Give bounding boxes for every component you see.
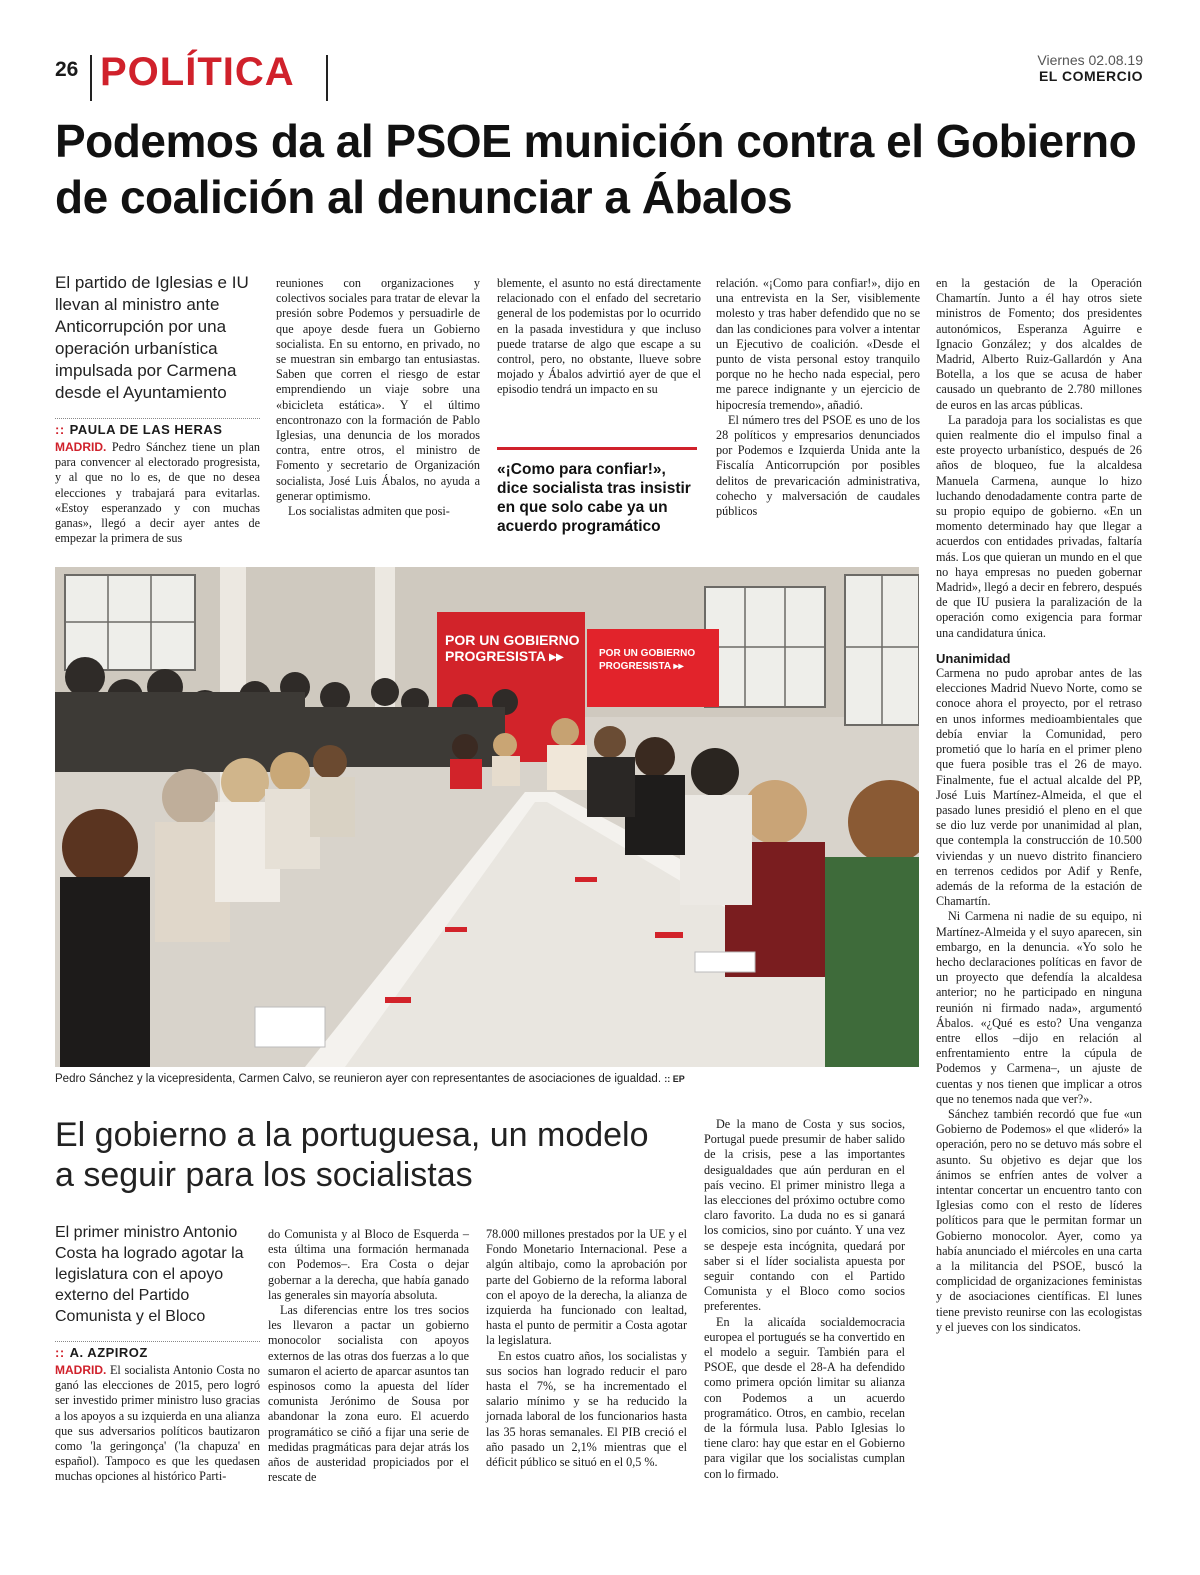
paragraph: reuniones con organizaciones y colectivos sociales para tratar de elevar la presión sobre Podemos y persuadirle de que apoye desde fuera un Gobierno socialista. En su entorno, en privado, no se muestran sin embargo tan entusiastas. Saben que corren el riesgo de estar emprendiendo un viaje sobre una «bicicleta estática». Y el último encontronazo con la formación de Pablo Iglesias, una denuncia de los morados contra, entre otros, el ministro de Fomento y secretario de Organización socialista, José Luis Ábalos, no ayuda a generar optimismo. bbox=[276, 276, 480, 503]
paragraph: blemente, el asunto no está directamente relacionado con el enfado del secretario general de los podemistas por lo ocurrido en la pasada investidura y que incluso puede tratarse de algo que escape a su control, pero, no obstante, llueve sobre mojado y Ábalos advirtió ayer de que el episodio tendrá un impacto en su bbox=[497, 276, 701, 397]
newspaper-name: EL COMERCIO bbox=[1038, 68, 1143, 84]
paragraph: Carmena no pudo aprobar antes de las elecciones Madrid Nuevo Norte, como se conoce ahora el proyecto, por el retraso en unos informes medioambientales que debía enviar la Comunidad, pero prometió que lo haría en el primer pleno que fuera posible tras el 26 de mayo. Finalmente, fue el actual alcalde del PP, José Luis Martínez-Almeida, el que el pasado lunes presidió el pleno en el que se dio luz verde por unanimidad al plan, que contempla la construcción de 10.500 viviendas y un nuevo distrito financiero en terrenos cedidos por Adif y Renfe, además de la reforma de la estación de Chamartín. bbox=[936, 666, 1142, 909]
paragraph: Sánchez también recordó que fue «un Gobierno de Podemos» el que «lideró» la operación, pero no se detuvo más sobre el asunto. Su objetivo es dejar que los ánimos se enfríen antes de volver a intentar concertar un encuentro tanto con Iglesias como con el resto de líderes políticos para que le permitan formar un Gobierno monocolor. Ayer, como ya había anunciado el miércoles en una carta a la militancia del PSOE, buscó la complicidad de organizaciones feministas y de asociaciones científicas. El lunes tiene previsto reunirse con las ecologistas y el jueves con los sindicatos. bbox=[936, 1106, 1142, 1334]
photo-credit: :: EP bbox=[664, 1074, 685, 1084]
header-divider bbox=[326, 55, 328, 101]
article2-column-2 bbox=[268, 1227, 469, 1485]
news-photo bbox=[55, 567, 919, 1067]
page-number: 26 bbox=[55, 58, 79, 81]
article1-byline bbox=[55, 418, 260, 437]
photo-banner-text: POR UN GOBIERNO PROGRESISTA ▸▸ bbox=[445, 632, 580, 664]
paragraph: Las diferencias entre los tres socios les llevaron a pactar un gobierno monocolor socialista con apoyos externos de las otras dos fuerzas a lo que sumaron el acierto de aparcar asuntos tan espinosos como la apuesta del líder comunista Jerónimo de Sousa por abandonar la zona euro. El acuerdo programático se ciñó a fijar una serie de medidas pragmáticas para dejar atrás los años de austeridad propiciados por el rescate de bbox=[268, 1303, 470, 1485]
article1-body bbox=[55, 440, 260, 546]
article2-body bbox=[55, 1363, 260, 1485]
article1-column-2 bbox=[276, 276, 480, 519]
paragraph: De la mano de Costa y sus socios, Portugal puede presumir de haber salido de la crisis, pese a las importantes desigualdades que aún perduran en el país vecino. El primer ministro llega a las elecciones del próximo octubre como claro favorito. La duda no es si ganará los comicios, sino por cuánto. Y una vez se despeje esta incógnita, quedará por saber si el líder socialista apuesta por seguir contando con el Partido Comunista y el Bloco como socios preferentes. bbox=[704, 1117, 905, 1314]
paragraph: 78.000 millones prestados por la UE y el Fondo Monetario Internacional. Pese a algún altibajo, como la aprobación por parte del Gobierno de la reforma laboral con el apoyo de la derecha, la alianza de izquierda ha funcionado con lealtad, hasta el punto de permitir a Costa agotar la legislatura. bbox=[486, 1227, 687, 1348]
paragraph: Pedro Sánchez tiene un plan para convencer al electorado progresista, y al que no lo es, de que no desea elecciones y trabajará para evitarlas. «Estoy esperanzado y con muchas ganas», llegó a decir ayer antes de empezar la primera de sus bbox=[55, 440, 260, 546]
paragraph: en la gestación de la Operación Chamartín. Junto a él hay otros siete ministros de Fomento; dos presidentes autonómicos, Esperanza Aguirre e Ignacio González; y dos alcaldes de Madrid, Alberto Ruiz-Gallardón y Ana Botella, a los que se acusa de haber causado un quebranto de 2.780 millones de euros en las arcas públicas. bbox=[936, 276, 1142, 412]
article1-subheadline: El partido de Iglesias e IU llevan al ministro ante Anticorrupción por una operación urbanística impulsada por Carmena desde el Ayuntamiento bbox=[55, 273, 249, 402]
article1-dateline: MADRID. bbox=[55, 440, 107, 454]
paragraph: El número tres del PSOE es uno de los 28 políticos y empresarios denunciados por Podemos e Izquierda Unida ante la Fiscalía Anticorrupción por posibles delitos de prevaricación administrativa, cohecho y malversación de caudales públicos bbox=[716, 412, 920, 519]
article1-subhead: Unanimidad bbox=[936, 650, 1011, 666]
paragraph: Ni Carmena ni nadie de su equipo, ni Martínez-Almeida y el suyo aparecen, sin embargo, en la denuncia. «Yo solo he hecho declaraciones políticas en favor de un proyecto que defendía la alcaldesa anterior; no he participado en ninguna reunión ni firmado nada», argumentó Ábalos. «¿Qué es esto? Una venganza entre ellos –dijo en relación al enfrentamiento entre la cúpula de Podemos y Carmena–, un ajuste de cuentas y nos tienen que implicar a otros que no tenemos nada que ver?». bbox=[936, 909, 1142, 1106]
article2-dateline: MADRID. bbox=[55, 1363, 107, 1377]
paragraph: La paradoja para los socialistas es que quien realmente dio el impulso final a este proyecto urbanístico, después de 26 años de bloqueo, fue la alcaldesa Manuela Carmena, aunque lo hizo luchando denodadamente contra parte de su propio equipo de gobierno. «En un momento determinado hay que llegar a acuerdos con entidades privadas, faltaría más. Los que quieran un mundo en el que no haya empresas no pueden gobernar Madrid», llegó a decir en febrero, después de que IU pusiera la paralización de la operación como exigencia para formar una candidatura única. bbox=[936, 412, 1142, 640]
article2-column-1 bbox=[55, 1222, 260, 1485]
paragraph: do Comunista y al Bloco de Esquerda –esta última una formación hermanada con Podemos–. Era Costa o dejar gobernar a la derecha, que había ganado las generales sin mayoría absoluta. bbox=[268, 1227, 469, 1302]
article2-column-3 bbox=[486, 1227, 687, 1470]
photo-screen-text: POR UN GOBIERNO PROGRESISTA ▸▸ bbox=[599, 648, 696, 672]
header-divider bbox=[90, 55, 92, 101]
article1-column-3 bbox=[497, 276, 701, 398]
article2-author: A. AZPIROZ bbox=[69, 1345, 148, 1360]
article2-subheadline: El primer ministro Antonio Costa ha logrado agotar la legislatura con el apoyo externo del Partido Comunista y el Bloco bbox=[55, 1224, 244, 1325]
pull-quote: «¡Como para confiar!», dice socialista tras insistir en que solo cabe ya un acuerdo programático bbox=[497, 447, 697, 536]
section-title: POLÍTICA bbox=[100, 50, 295, 94]
paragraph: relación. «¡Como para confiar!», dijo en una entrevista en la Ser, visiblemente molesto y tras haber defendido que no se dan las condiciones para volver a intentar un Ejecutivo de coalición. «Desde el punto de vista personal estoy tranquilo porque no he hecho nada especial, pero me parece indignante y un ejercicio de hipocresía tremendo», añadió. bbox=[716, 276, 920, 412]
article1-column-1 bbox=[55, 272, 260, 546]
paragraph: El socialista Antonio Costa no ganó las elecciones de 2015, pero logró ser investido primer ministro luso gracias a los apoyos a su izquierda en una alianza que sus adversarios políticos bautizaron como 'la geringonça' ('la chapuza' en español). Tampoco es que les quedasen muchas opciones al histórico Parti- bbox=[55, 1363, 260, 1484]
article1-author: PAULA DE LAS HERAS bbox=[69, 422, 223, 437]
article2-byline bbox=[55, 1341, 260, 1360]
article1-column-4 bbox=[716, 276, 920, 519]
paragraph: Los socialistas admiten que posi- bbox=[288, 504, 450, 519]
main-headline: Podemos da al PSOE munición contra el Gobierno de coalición al denunciar a Ábalos bbox=[55, 115, 1137, 223]
paragraph: En estos cuatro años, los socialistas y sus socios han logrado reducir el paro hasta el 7%, se ha incrementado el salario mínimo y se ha reducido la jornada laboral de los funcionarios hasta las 35 horas semanales. El PIB creció el año pasado un 2,1% mientras que el déficit público se situó en el 0,5 %. bbox=[486, 1348, 687, 1470]
issue-date: Viernes 02.08.19 bbox=[1037, 52, 1143, 68]
secondary-headline: El gobierno a la portuguesa, un modelo a seguir para los socialistas bbox=[55, 1116, 649, 1194]
caption-text: Pedro Sánchez y la vicepresidenta, Carmen Calvo, se reunieron ayer con representantes de asociaciones de igualdad. bbox=[55, 1073, 662, 1085]
article1-column-5 bbox=[936, 276, 1142, 1335]
photo-caption bbox=[55, 1073, 919, 1085]
byline-marker-icon: :: bbox=[55, 422, 65, 437]
byline-marker-icon: :: bbox=[55, 1345, 65, 1360]
article2-column-4 bbox=[704, 1117, 905, 1482]
paragraph: En la alicaída socialdemocracia europea el portugués se ha convertido en el modelo a seguir. También para el PSOE, que desde el 28-A ha defendido como primera opción limitar su alianza con Podemos a un acuerdo programático. Otros, en cambio, recelan de la fórmula lusa. Pablo Iglesias lo tiene claro: hay que estar en el Gobierno para vigilar que los socialistas cumplan con lo firmado. bbox=[704, 1314, 905, 1481]
